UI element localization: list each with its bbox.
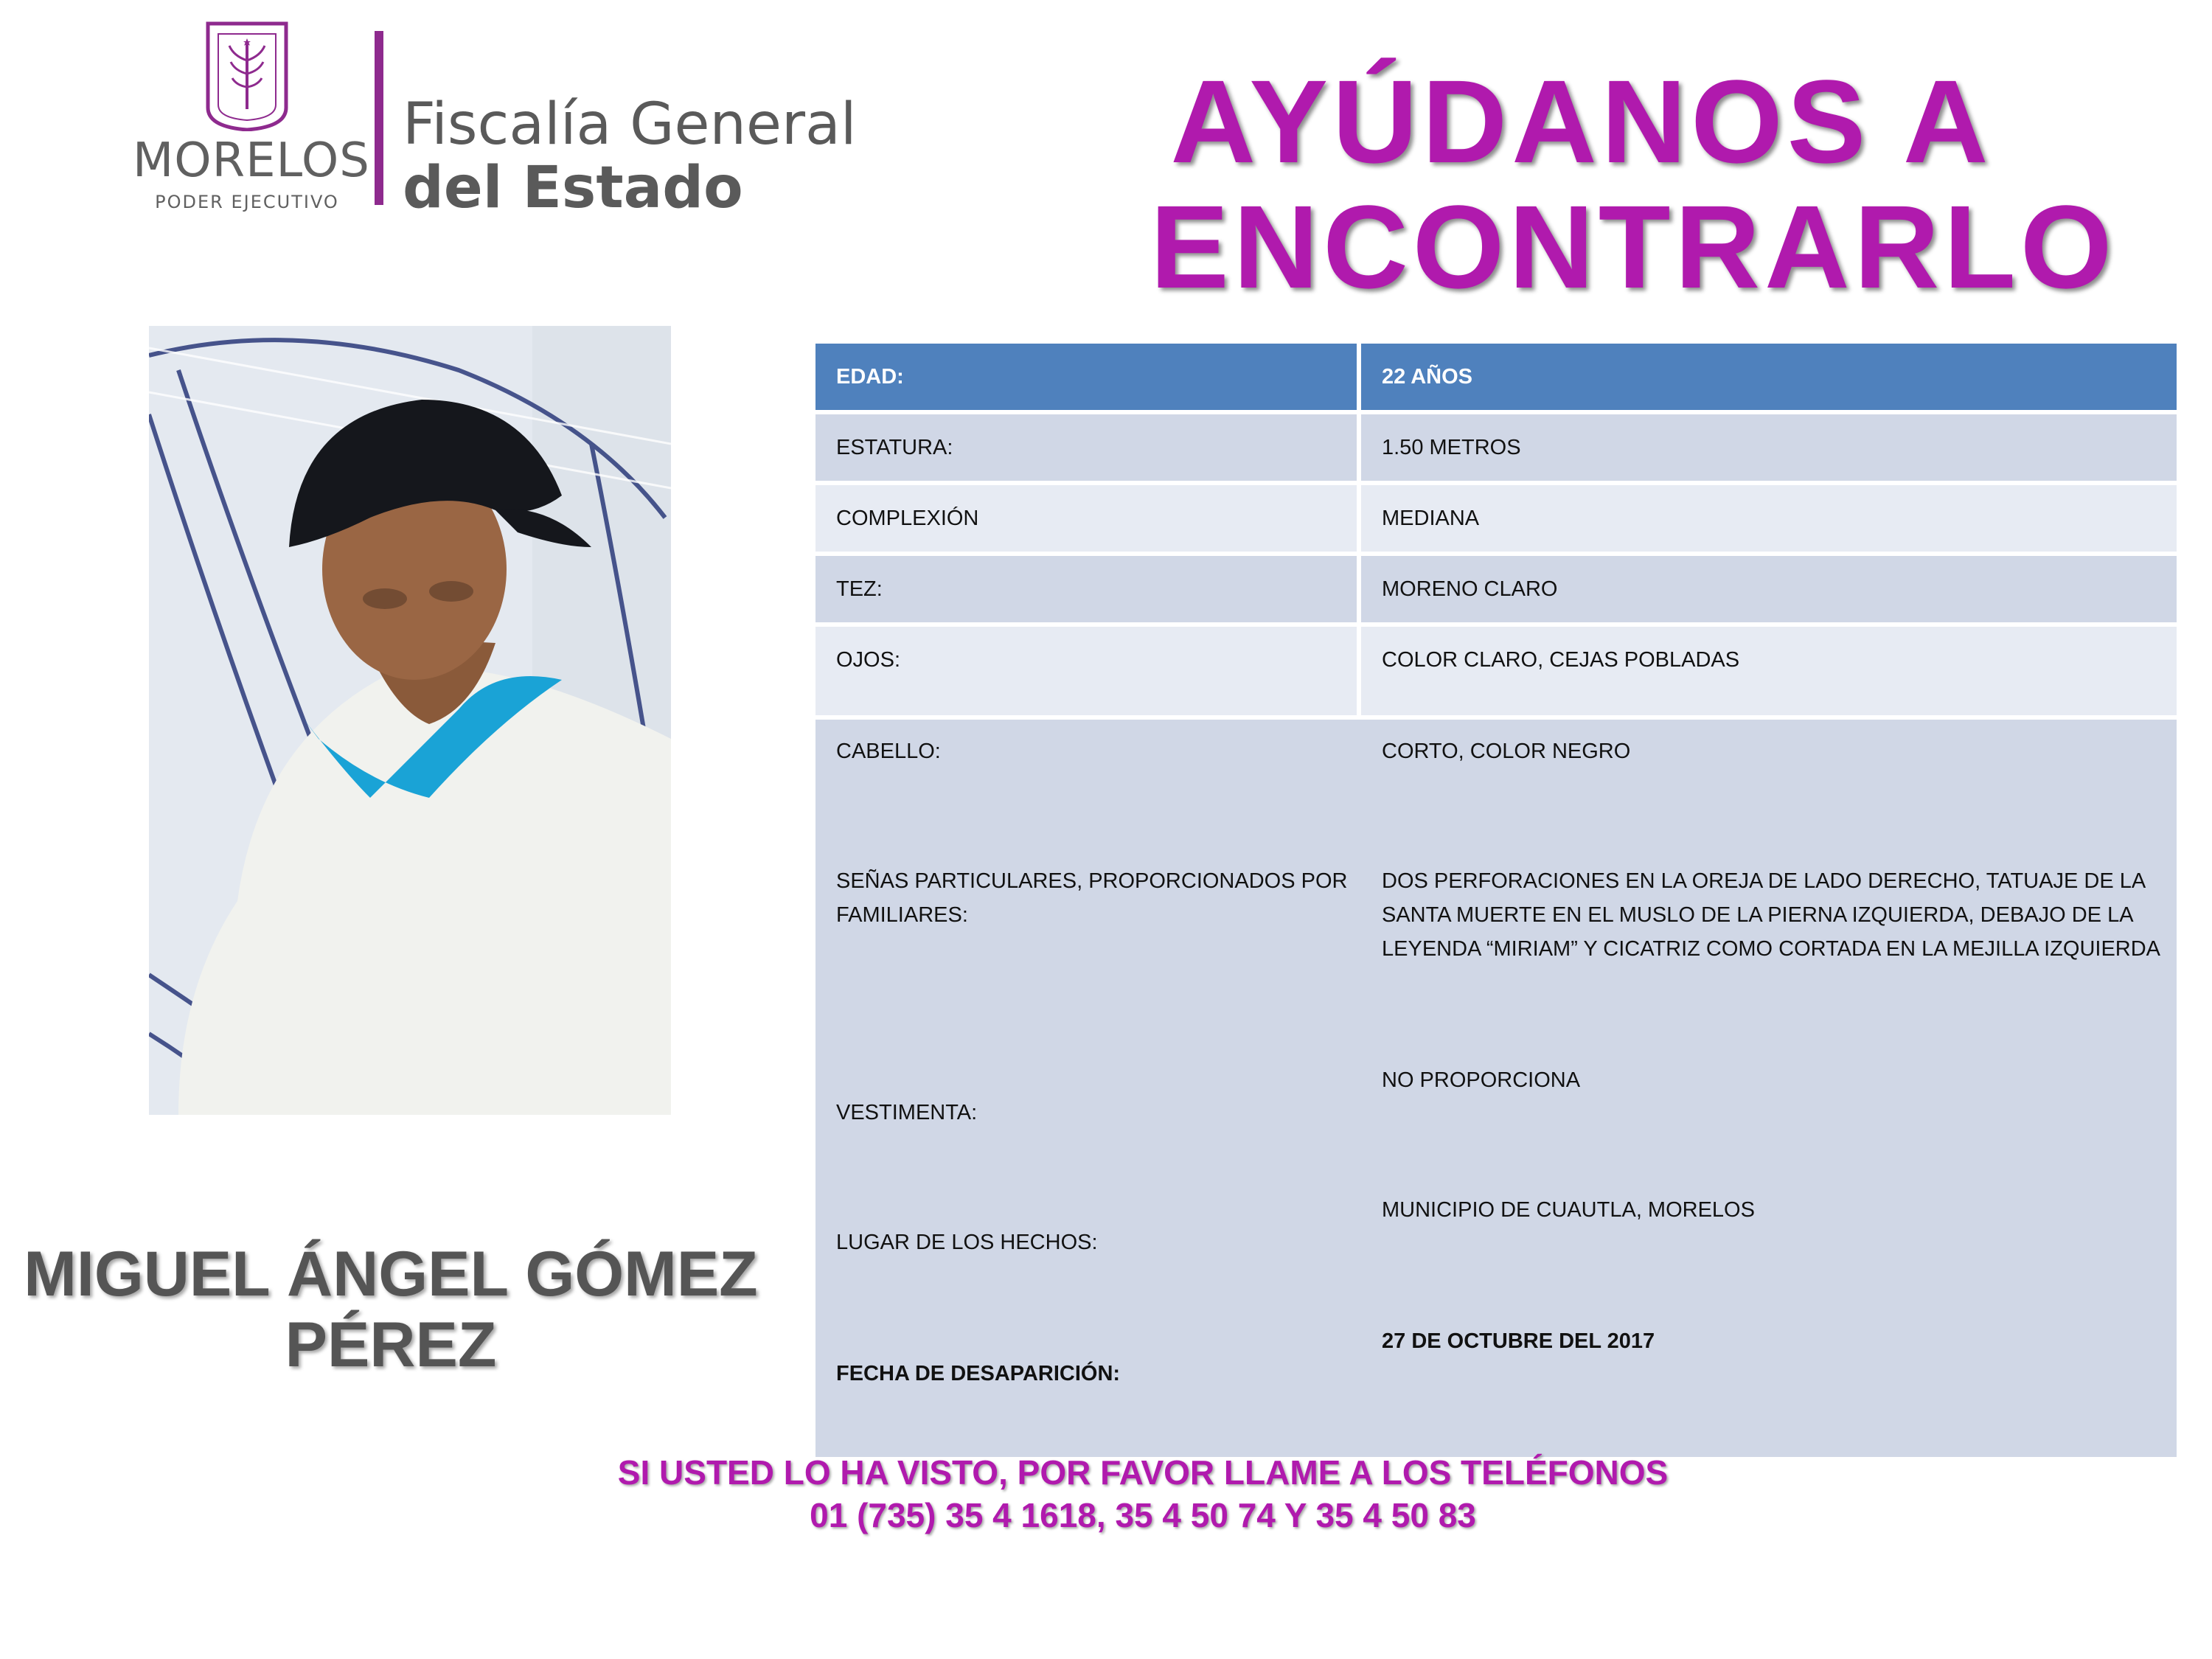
contact-footer: [442, 1451, 1843, 1537]
vestimenta-value: NO PROPORCIONA: [1382, 1068, 1581, 1092]
headline-line1: AYÚDANOS A: [1170, 55, 1993, 187]
contact-line1: SI USTED LO HA VISTO, POR FAVOR LLAME A LOS TELÉFONOS: [617, 1453, 1669, 1492]
row-value: MORENO CLARO: [1361, 556, 2177, 622]
row-label: OJOS:: [815, 627, 1357, 715]
table-row: [815, 627, 2177, 715]
row-value: 22 AÑOS: [1361, 344, 2177, 410]
row-label: EDAD:: [815, 344, 1357, 410]
details-block-values: [1361, 720, 2177, 1457]
fecha-value: 27 DE OCTUBRE DEL 2017: [1382, 1329, 1655, 1353]
row-label: ESTATURA:: [815, 414, 1357, 481]
contact-phones: 01 (735) 35 4 1618, 35 4 50 74 Y 35 4 50 83: [810, 1496, 1476, 1534]
state-wordmark: MORELOS: [133, 133, 370, 188]
table-row: [815, 414, 2177, 481]
person-name: [22, 1239, 759, 1380]
cabello-label: CABELLO:: [836, 740, 941, 763]
morelos-seal-icon: [204, 19, 291, 131]
row-value: 1.50 METROS: [1361, 414, 2177, 481]
headline: [1150, 55, 2117, 313]
details-table: [815, 344, 2177, 1457]
senas-label: SEÑAS PARTICULARES, PROPORCIONADOS POR FAMILIARES:: [836, 869, 1348, 927]
photo-illustration: [149, 326, 671, 1115]
logo-divider: [375, 31, 383, 205]
details-block: [815, 720, 2177, 1457]
table-row: [815, 556, 2177, 622]
vestimenta-label: VESTIMENTA:: [836, 1101, 978, 1124]
lugar-value: MUNICIPIO DE CUAUTLA, MORELOS: [1382, 1198, 1755, 1222]
missing-person-photo: [149, 326, 671, 1115]
table-row: [815, 344, 2177, 410]
senas-value: DOS PERFORACIONES EN LA OREJA DE LADO DERECHO, TATUAJE DE LA SANTA MUERTE EN EL MUSLO DE LA PIERNA IZQUIERDA, DEBAJO DE LA LEYENDA “MIRIAM” Y CICATRIZ COMO CORTADA EN LA MEJILLA IZQUIERDA: [1382, 869, 2161, 961]
person-name-line2: PÉREZ: [285, 1310, 497, 1380]
agency-name-line2: del Estado: [403, 155, 743, 221]
state-subtitle: PODER EJECUTIVO: [155, 192, 339, 212]
lugar-label: LUGAR DE LOS HECHOS:: [836, 1231, 1098, 1254]
row-value: MEDIANA: [1361, 485, 2177, 552]
person-name-line1: MIGUEL ÁNGEL GÓMEZ: [24, 1239, 758, 1310]
details-block-labels: [815, 720, 1357, 1457]
headline-line2: ENCONTRARLO: [1150, 181, 2117, 313]
row-label: COMPLEXIÓN: [815, 485, 1357, 552]
table-row: [815, 485, 2177, 552]
agency-name-line1: Fiscalía General: [403, 91, 857, 158]
cabello-value: CORTO, COLOR NEGRO: [1382, 740, 1631, 763]
row-value: COLOR CLARO, CEJAS POBLADAS: [1361, 627, 2177, 715]
fecha-label: FECHA DE DESAPARICIÓN:: [836, 1362, 1121, 1385]
agency-logo: [133, 19, 857, 221]
row-label: TEZ:: [815, 556, 1357, 622]
